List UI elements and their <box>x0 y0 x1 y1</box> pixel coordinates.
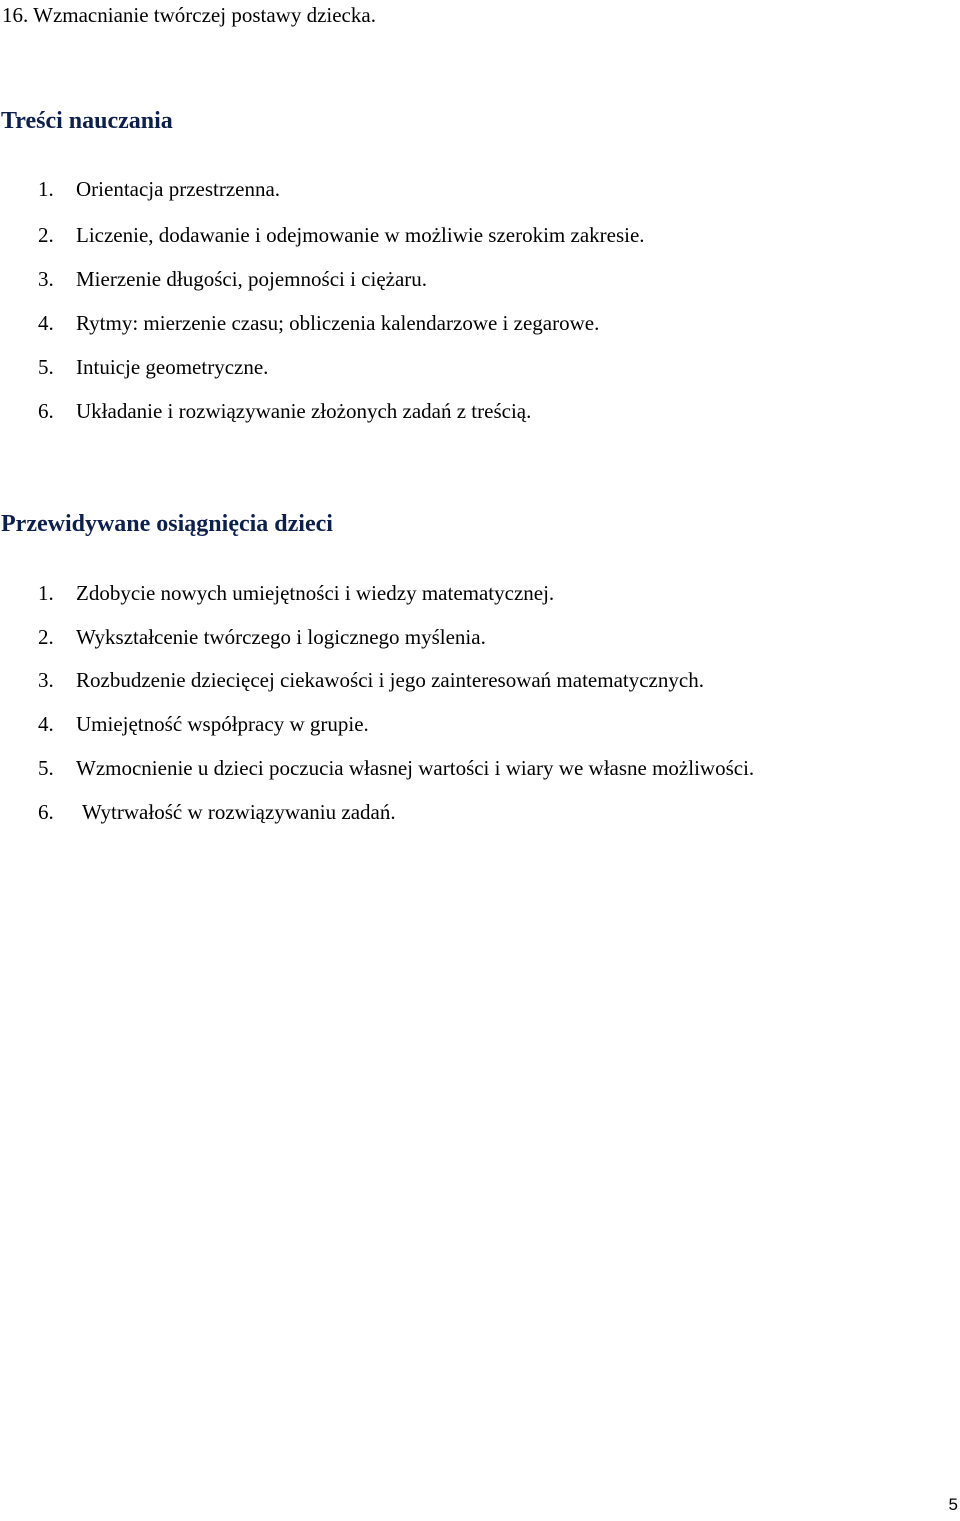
list-item-text: Mierzenie długości, pojemności i ciężaru. <box>76 267 428 291</box>
list-item-text: Wytrwałość w rozwiązywaniu zadań. <box>82 800 396 824</box>
list-item-number: 3. <box>38 267 54 291</box>
list-item-number: 5. <box>38 756 54 780</box>
list-item-number: 4. <box>38 311 54 335</box>
list-item-number: 1. <box>38 177 54 201</box>
list-item-number: 2. <box>38 223 54 247</box>
list-item-number: 1. <box>38 581 54 605</box>
list-item-number: 4. <box>38 712 54 736</box>
list-item-text: Rozbudzenie dziecięcej ciekawości i jego zainteresowań matematycznych. <box>76 668 704 692</box>
page-number: 5 <box>948 1495 958 1514</box>
list-item-number: 6. <box>38 800 54 824</box>
list-item-number: 3. <box>38 668 54 692</box>
list-item-text: Umiejętność współpracy w grupie. <box>76 712 369 736</box>
list-item-text: Liczenie, dodawanie i odejmowanie w możliwie szerokim zakresie. <box>76 223 645 247</box>
list-item-number: 6. <box>38 399 54 423</box>
list-item-text: Zdobycie nowych umiejętności i wiedzy matematycznej. <box>76 581 555 605</box>
section-heading-przewidywane-osiagniecia: Przewidywane osiągnięcia dzieci <box>1 511 333 537</box>
list-item-text: Rytmy: mierzenie czasu; obliczenia kalendarzowe i zegarowe. <box>76 311 600 335</box>
section-heading-tresci-nauczania: Treści nauczania <box>1 108 173 134</box>
list-item-text: Wykształcenie twórczego i logicznego myślenia. <box>76 625 486 649</box>
continued-list-item: 16. Wzmacnianie twórczej postawy dziecka. <box>2 3 376 27</box>
list-item-number: 5. <box>38 355 54 379</box>
list-item-text: Orientacja przestrzenna. <box>76 177 281 201</box>
list-item-text: Intuicje geometryczne. <box>76 355 269 379</box>
list-item-text: Układanie i rozwiązywanie złożonych zadań z treścią. <box>76 399 532 423</box>
list-item-number: 2. <box>38 625 54 649</box>
list-item-text: Wzmocnienie u dzieci poczucia własnej wartości i wiary we własne możliwości. <box>76 756 755 780</box>
